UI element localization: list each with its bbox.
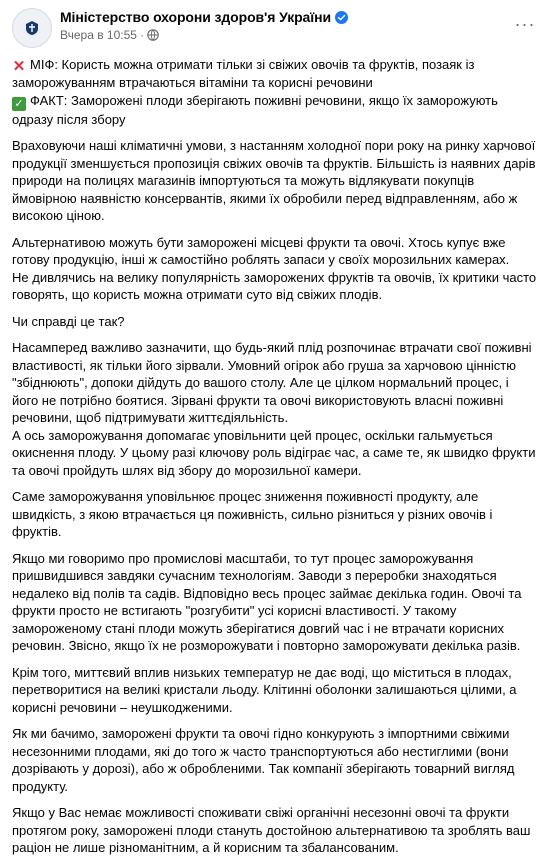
post-paragraph [12, 804, 537, 857]
fact-text: ФАКТ: Заморожені плоди зберігають поживні речовини, якщо їх заморожують одразу після збору [12, 92, 498, 127]
post-body [12, 56, 537, 857]
check-mark-icon: ✓ [12, 97, 26, 111]
fact-line [12, 92, 537, 129]
post-meta [60, 8, 348, 42]
paragraph-line: А ось заморожування допомагає уповільнити цей процес, оскільки гальмується окиснення плоду. У цьому разі ключову роль відіграє час, а саме те, як швидко фрукти та овочі пройдуть шлях від збору до морозильної камери. [12, 427, 536, 478]
post-paragraph [12, 550, 537, 655]
intro-block [12, 56, 537, 128]
paragraph-line: Якщо у Вас немає можливості споживати свіжі органічні несезонні овочі та фрукти протягом року, заморожені плоди стануть достойною альтернативою та зроблять ваш раціон не лише різноманітним, а й корисним та збалансованим. [12, 805, 531, 855]
paragraph-line: Саме заморожування уповільнює процес зниження поживності продукту, але швидкість, з якою втрачається ця поживність, сильно різниться у різних овочів і фруктів. [12, 489, 493, 539]
emblem-icon [24, 20, 40, 36]
myth-line [12, 56, 537, 92]
paragraph-line: Насамперед важливо зазначити, що будь-який плід розпочинає втрачати свої поживні властивості, як тільки його зірвали. Умовний огірок або груша за харчовою цінністю "збіднюють", допоки дійдуть до вашого столу. Але це цілком нормальний процес, і його не потрібно боятися. Зірвані фрукти та овочі використовують власні поживні речовини, щоб підтримувати життєдіяльність. [12, 340, 532, 425]
page-name-row [60, 9, 348, 25]
post-subline [60, 28, 348, 42]
post-paragraph [12, 313, 537, 331]
ministry-logo [24, 20, 40, 36]
paragraph-line: Якщо ми говоримо про промислові масштаби, то тут процес заморожування пришвидшився завдяки сучасним технологіям. Заводи з переробки знаходяться недалеко від полів та садів. Відповідно весь процес займає декілька годин. Овочі та фрукти просто не встигають "розгубити" усі корисні властивості. У такому замороженому стані плоди можуть зберігатися довгий час і не втрачати корисних речовин. Звісно, якщо їх не розморожувати і повторно заморожувати декілька разів. [12, 550, 522, 653]
paragraph-line: Крім того, миттєвий вплив низьких температур не дає воді, що міститься в плодах, перетворитися на великі кристали льоду. Клітинні оболонки залишаються цілими, а корисні речовини – неушкодженими. [12, 664, 517, 715]
paragraph-line: Альтернативою можуть бути заморожені місцеві фрукти та овочі. Хтось купує вже готову продукцію, інші ж самостійно роблять запаси у своїх морозильних камерах. [12, 234, 510, 267]
post-paragraph [12, 488, 537, 541]
paragraph-line: Не дивлячись на велику популярність заморожених фруктів та овочів, їх критики часто говорять, що користь можна отримати суто від свіжих плодів. [12, 269, 537, 302]
more-options-button[interactable] [511, 10, 539, 38]
page-name-link[interactable]: Міністерство охорони здоров'я України [60, 9, 331, 25]
post-paragraphs [12, 137, 537, 857]
page-avatar[interactable] [12, 8, 52, 48]
separator-dot: · [139, 28, 144, 42]
post-paragraph [12, 339, 537, 479]
post-timestamp[interactable]: Вчера в 10:55 [60, 28, 137, 42]
myth-text: МІФ: Користь можна отримати тільки зі свіжих овочів та фруктів, позаяк із заморожуванням втрачаються вітаміни та корисні речовини [12, 57, 475, 90]
post-header [12, 8, 537, 48]
post-paragraph [12, 137, 537, 225]
paragraph-line: Чи справді це так? [12, 313, 125, 329]
cross-mark-icon: ✕ [12, 58, 26, 75]
post-paragraph [12, 234, 537, 304]
more-options-icon: ··· [514, 13, 536, 34]
verified-badge-icon [335, 11, 348, 24]
post-paragraph [12, 725, 537, 795]
globe-icon[interactable] [147, 29, 159, 41]
post-paragraph [12, 664, 537, 717]
paragraph-line: Враховуючи наші кліматичні умови, з настанням холодної пори року на ринку харчової продукції зменшується пропозиція свіжих овочів та фруктів. Більшість із наявних дарів природи на полицях магазинів імпортуються та можуть відлякувати покупців ймовірною наявністю консервантів, якими їх обробили перед відправленням, або ж високою ціною. [12, 138, 536, 223]
paragraph-line: Як ми бачимо, заморожені фрукти та овочі гідно конкурують з імпортними свіжими несезонними плодами, які до того ж часто транспортуються або нестиглими (вони дозрівають у дорозі), або ж обробленими. Так компанії зберігають товарний вигляд продукту. [12, 726, 515, 794]
